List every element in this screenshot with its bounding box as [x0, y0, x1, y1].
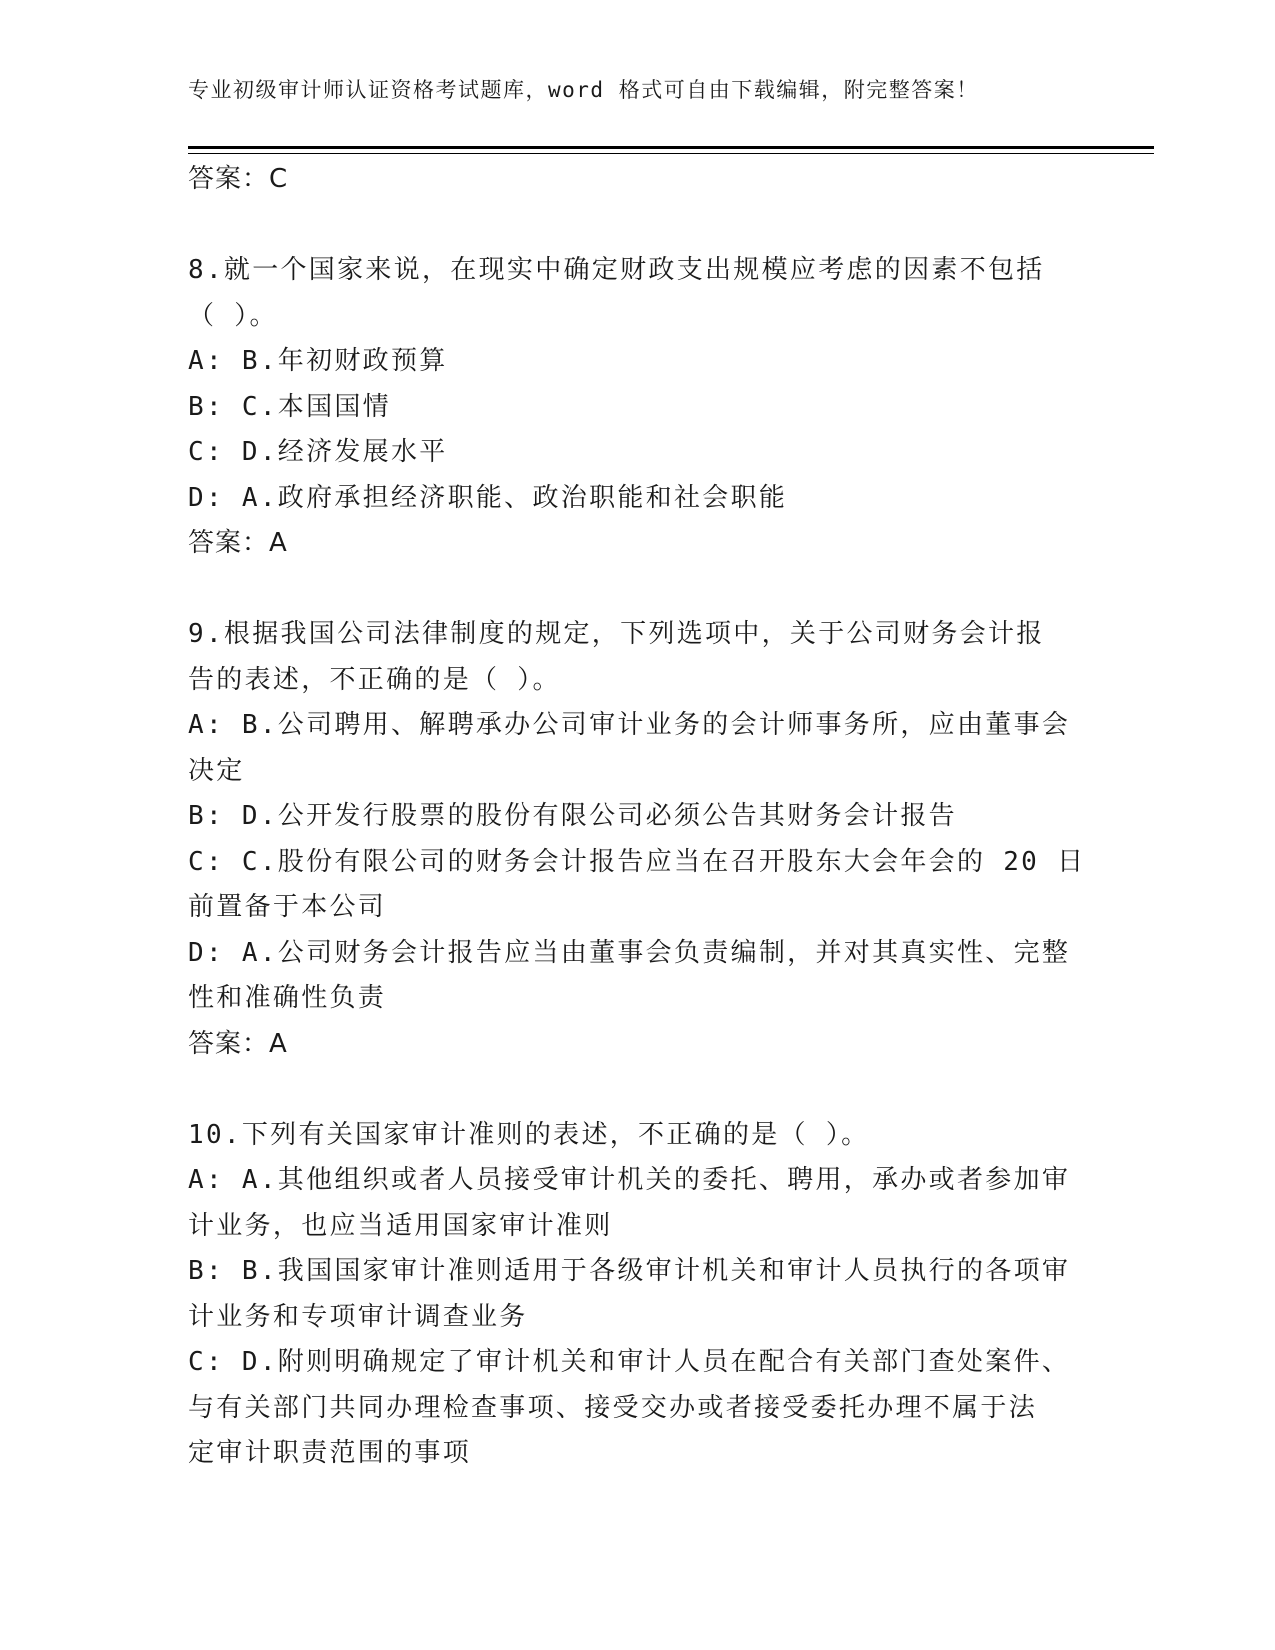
- option-c-continued: 前置备于本公司: [188, 892, 387, 922]
- option-a: A: A.其他组织或者人员接受审计机关的委托、聘用，承办或者参加审: [188, 1165, 1071, 1195]
- question-9: [188, 612, 1088, 1067]
- question-stem-line: 8.就一个国家来说，在现实中确定财政支出规模应考虑的因素不包括: [188, 255, 1045, 285]
- option-b: B: B.我国国家审计准则适用于各级审计机关和审计人员执行的各项审: [188, 1256, 1071, 1286]
- question-8: [188, 248, 1088, 567]
- header-rule-thin: [188, 153, 1154, 154]
- option-c: C: D.经济发展水平: [188, 437, 448, 467]
- option-c: C: D.附则明确规定了审计机关和审计人员在配合有关部门查处案件、: [188, 1347, 1071, 1377]
- answer: 答案：A: [188, 1028, 288, 1059]
- option-b: B: C.本国国情: [188, 391, 391, 422]
- option-a-continued: 计业务，也应当适用国家审计准则: [188, 1210, 613, 1241]
- option-d-continued: 性和准确性负责: [188, 983, 387, 1013]
- option-d: D: A.公司财务会计报告应当由董事会负责编制，并对其真实性、完整: [188, 937, 1071, 968]
- previous-answer: 答案：C: [188, 164, 289, 194]
- option-b-continued: 计业务和专项审计调查业务: [188, 1301, 528, 1332]
- option-d: D: A.政府承担经济职能、政治职能和社会职能: [188, 482, 788, 513]
- question-10: [188, 1113, 1088, 1477]
- answer: 答案：A: [188, 528, 288, 558]
- spacer: [188, 203, 1088, 249]
- page-header: 专业初级审计师认证资格考试题库，word 格式可自由下载编辑，附完整答案！: [188, 78, 979, 102]
- option-a: A: B.年初财政预算: [188, 346, 448, 376]
- option-c: C: C.股份有限公司的财务会计报告应当在召开股东大会年会的 20 日: [188, 846, 1086, 877]
- document-body: [188, 157, 1088, 1477]
- spacer: [188, 567, 1088, 613]
- option-a-continued: 决定: [188, 755, 245, 786]
- question-stem-line: （ ）。: [188, 300, 278, 331]
- question-stem-line: 告的表述，不正确的是（ ）。: [188, 664, 561, 695]
- option-c-continued: 与有关部门共同办理检查事项、接受交办或者接受委托办理不属于法: [188, 1392, 1038, 1423]
- spacer: [188, 1067, 1088, 1113]
- header-rule: [188, 146, 1154, 149]
- option-c-continued: 定审计职责范围的事项: [188, 1438, 472, 1468]
- question-stem-line: 10.下列有关国家审计准则的表述，不正确的是（ ）。: [188, 1119, 870, 1150]
- option-b: B: D.公开发行股票的股份有限公司必须公告其财务会计报告: [188, 801, 957, 831]
- question-stem-line: 9.根据我国公司法律制度的规定，下列选项中，关于公司财务会计报: [188, 619, 1045, 649]
- option-a: A: B.公司聘用、解聘承办公司审计业务的会计师事务所，应由董事会: [188, 710, 1071, 740]
